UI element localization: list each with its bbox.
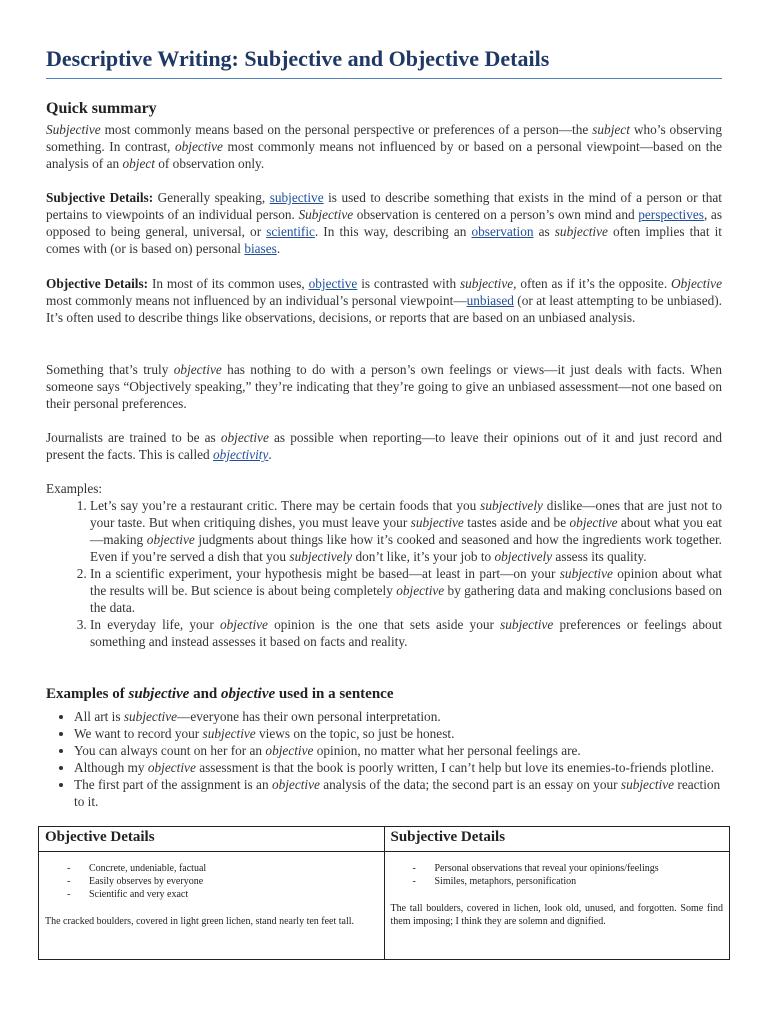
subjective-header: Subjective Details xyxy=(384,827,730,852)
objective-details-label: Objective Details: xyxy=(46,276,149,291)
term-subject: subject xyxy=(592,122,630,137)
list-item: - Personal observations that reveal your opinions/feelings xyxy=(413,862,724,875)
objective-example: The cracked boulders, covered in light green lichen, stand nearly ten feet tall. xyxy=(45,916,355,927)
subjective-example: The tall boulders, covered in lichen, look old, unused, and forgotten. Some find them imposing; I think they are solemn and dignified. xyxy=(390,903,723,927)
term-objective: objective xyxy=(174,139,223,154)
list-item: • Although my objective assessment is that the book is poorly written, I can’t help but love its enemies-to-friends plotline. xyxy=(74,759,722,776)
page-title: Descriptive Writing: Subjective and Objective Details xyxy=(46,46,550,71)
link-objectivity[interactable]: objectivity xyxy=(213,447,269,462)
quick-summary-heading: Quick summary xyxy=(46,100,157,117)
link-objective[interactable]: objective xyxy=(308,276,358,291)
term-subjective: Subjective xyxy=(46,122,101,137)
title-underline xyxy=(46,78,722,79)
summary-paragraph: Subjective most commonly means based on the personal perspective or preferences of a person—the subject who’s observing something. In contrast, objective most commonly means not influenced by or based on a personal viewpoint—based on the analysis of an object of observation only. xyxy=(46,122,722,171)
link-observation[interactable]: observation xyxy=(471,224,534,239)
link-unbiased[interactable]: unbiased xyxy=(466,293,514,308)
sentences-list xyxy=(46,708,722,810)
subjective-traits-list xyxy=(391,862,724,888)
list-item: • We want to record your subjective views on the topic, so just be honest. xyxy=(74,725,722,742)
list-item: • All art is subjective—everyone has their own personal interpretation. xyxy=(74,708,722,725)
table-header-row xyxy=(39,827,730,852)
subjective-details-paragraph: Subjective Details: Generally speaking, subjective is used to describe something that exists in the mind of a person or that pertains to viewpoints of an individual person. Subjective observation is centered on a person’s own mind and perspectives, as opposed to being general, universal, or scientific. In this way, describing an observation as subjective often implies that it comes with (or is based on) personal biases. xyxy=(46,190,722,256)
subjective-cell xyxy=(384,852,730,960)
link-perspectives[interactable]: perspectives xyxy=(638,207,704,222)
list-item: 3. In everyday life, your objective opinion is the one that sets aside your subjective preferences or feelings about something and instead assesses it based on facts and reality. xyxy=(90,616,722,650)
list-item: 1. Let’s say you’re a restaurant critic. There may be certain foods that you subjectively dislike—ones that are just not to your taste. But when critiquing dishes, you must leave your subjective tastes aside and be objective about what you eat—making objective judgments about things like how it’s cooked and seasoned and how the ingredients work together. Even if you’re served a dish that you subjectively don’t like, it’s your job to objectively assess its quality. xyxy=(90,497,722,565)
table-row xyxy=(39,852,730,960)
comparison-table xyxy=(38,826,730,960)
list-item: • The first part of the assignment is an objective analysis of the data; the second part is an essay on your subjective reaction to it. xyxy=(74,776,722,810)
truly-objective-paragraph: Something that’s truly objective has nothing to do with a person’s own feelings or views—it just deals with facts. When someone says “Objectively speaking,” they’re indicating that they’re going to give an unbiased assessment—not one based on their personal preferences. xyxy=(46,362,722,411)
list-item: - Concrete, undeniable, factual xyxy=(67,862,378,875)
link-scientific[interactable]: scientific xyxy=(266,224,315,239)
examples-list xyxy=(46,497,722,650)
list-item: • You can always count on her for an objective opinion, no matter what her personal feelings are. xyxy=(74,742,722,759)
examples-label: Examples: xyxy=(46,481,103,496)
objective-traits-list xyxy=(45,862,378,901)
link-subjective[interactable]: subjective xyxy=(269,190,324,205)
list-item: 2. In a scientific experiment, your hypothesis might be based—at least in part—on your subjective opinion about what the results will be. But science is about being completely objective by gathering data and making conclusions based on the data. xyxy=(90,565,722,616)
sentences-heading: Examples of subjective and objective used in a sentence xyxy=(46,686,394,702)
objective-details-paragraph: Objective Details: In most of its common uses, objective is contrasted with subjective, often as if it’s the opposite. Objective most commonly means not influenced by an individual’s personal viewpoint—unbiased (or at least attempting to be unbiased). It’s often used to describe things like observations, decisions, or reports that are based on an unbiased analysis. xyxy=(46,276,722,325)
list-item: - Scientific and very exact xyxy=(67,888,378,901)
term-object: object xyxy=(122,156,155,171)
objective-cell xyxy=(39,852,385,960)
subjective-details-label: Subjective Details: xyxy=(46,190,154,205)
list-item: - Easily observes by everyone xyxy=(67,875,378,888)
list-item: - Similes, metaphors, personification xyxy=(413,875,724,888)
link-biases[interactable]: biases xyxy=(244,241,277,256)
objective-header: Objective Details xyxy=(39,827,385,852)
journalists-paragraph: Journalists are trained to be as objective as possible when reporting—to leave their opinions out of it and just record and present the facts. This is called objectivity. xyxy=(46,430,722,462)
